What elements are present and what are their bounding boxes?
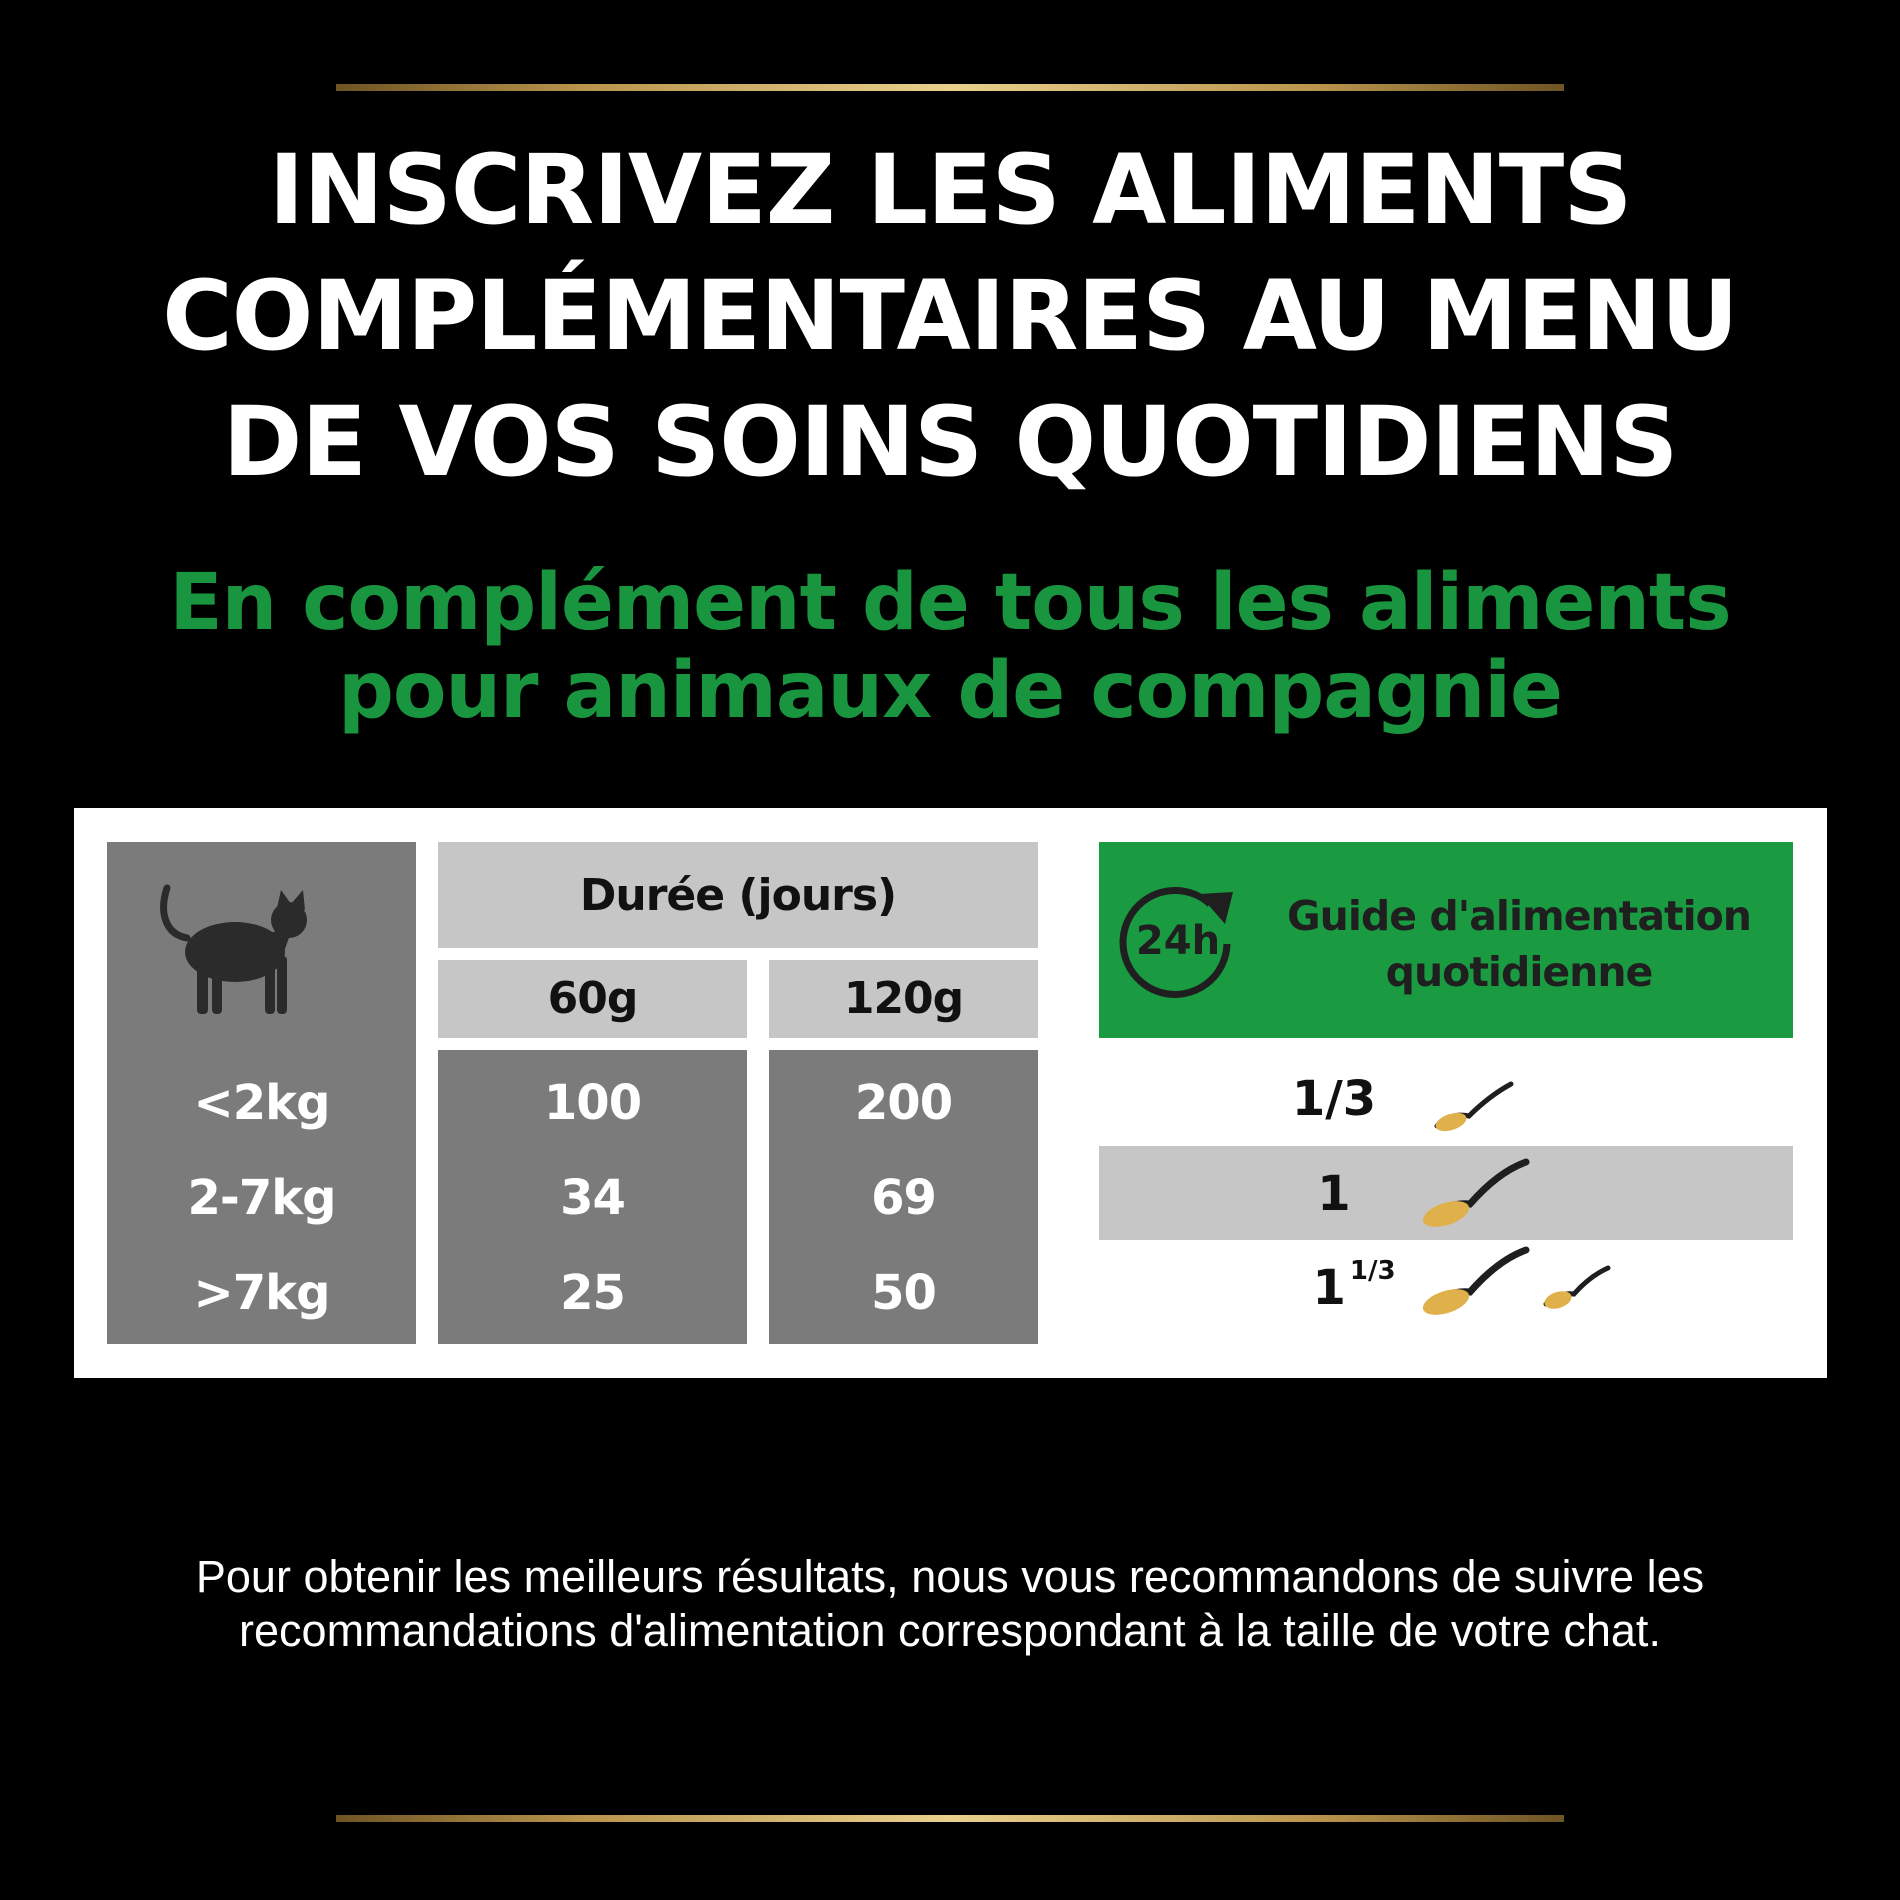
duration-header-label: Durée (jours) [579,870,897,921]
dose-fraction: 1/3 [1349,1256,1396,1286]
spoon-icon [1414,1154,1534,1234]
weight-label: <2kg [193,1075,330,1131]
guide-title-line-1: Guide d'alimentation [1287,892,1751,940]
feeding-table [74,808,1827,1378]
weight-column [107,842,416,1344]
weight-label: >7kg [193,1265,330,1321]
dose-main: 1 [1312,1260,1346,1316]
duration-header [438,842,1038,948]
spoon-icon [1414,1240,1614,1322]
badge-24h: 24h [1135,918,1221,964]
table-cell: 34 [560,1170,625,1226]
dose-value: 1 [1317,1166,1351,1222]
column-header-label: 60g [547,973,638,1024]
table-cell: 25 [560,1265,625,1321]
guide-title-line-2: quotidienne [1385,948,1653,996]
cat-icon [157,882,327,1017]
gold-divider-top [336,84,1564,91]
dose-value [1294,1256,1414,1316]
values-column-60g [438,1050,747,1344]
weight-label: 2-7kg [187,1170,336,1226]
column-header-label: 120g [843,973,964,1024]
footer-line-1: Pour obtenir les meilleurs résultats, nous vous recommandons de suivre les [195,1551,1705,1602]
column-header-120g [769,960,1038,1038]
headline-line-3: DE VOS SOINS QUOTIDIENS [222,386,1678,498]
spoon-icon [1429,1078,1519,1138]
table-cell: 100 [543,1075,642,1131]
clock-24h-icon [1115,874,1245,1004]
table-cell: 200 [854,1075,953,1131]
table-cell: 69 [871,1170,936,1226]
table-cell: 50 [871,1265,936,1321]
subtitle-line-2: pour animaux de compagnie [338,646,1562,736]
dose-value: 1/3 [1291,1071,1377,1127]
guide-header [1099,842,1793,1038]
headline-line-1: INSCRIVEZ LES ALIMENTS [268,134,1632,246]
column-header-60g [438,960,747,1038]
gold-divider-bottom [336,1815,1564,1822]
values-column-120g [769,1050,1038,1344]
headline-line-2: COMPLÉMENTAIRES AU MENU [162,260,1738,372]
subtitle-line-1: En complément de tous les aliments [169,558,1731,648]
footer-line-2: recommandations d'alimentation correspondant à la taille de votre chat. [239,1605,1661,1656]
